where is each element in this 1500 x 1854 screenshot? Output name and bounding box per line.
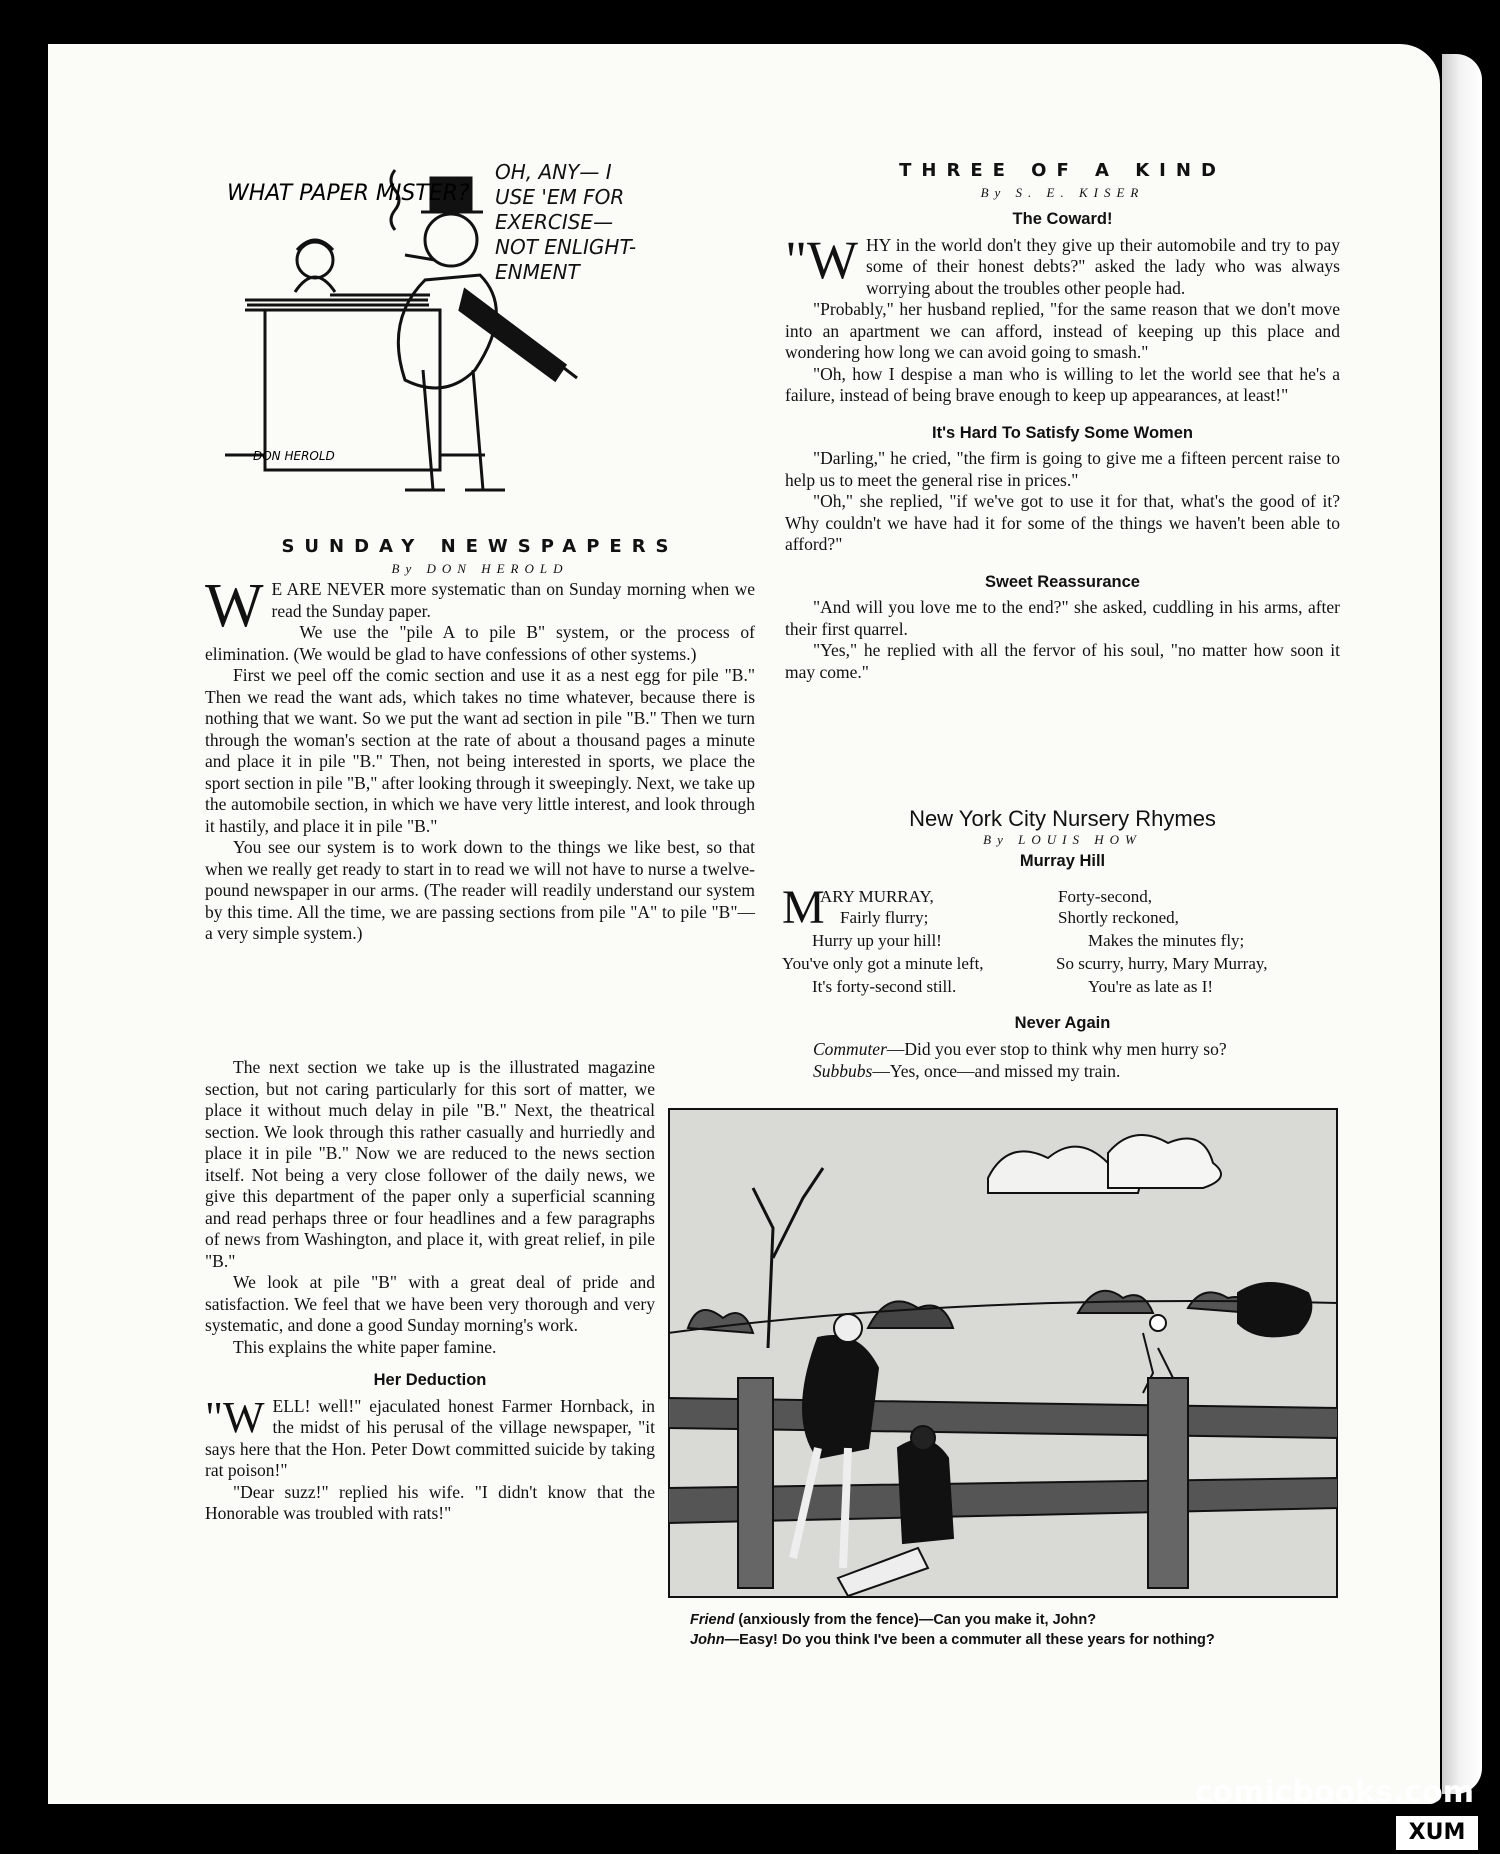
drop-cap: "W [785,229,859,290]
illustration-caption-line: John—Easy! Do you think I've been a commuter all these years for nothing? [690,1632,1215,1648]
rhyme-line: Forty-second, [1058,887,1152,906]
illustration-caption-line: Friend (anxiously from the fence)—Can you make it, John? [690,1612,1097,1628]
rhyme-line: It's forty-second still. [812,977,957,996]
three-of-a-kind-article [785,160,1340,683]
sweet-paragraph-1: "And will you love me to the end?" she asked, cuddling in his arms, after their first quarrel. [785,597,1340,639]
watermark-badge: XUM [1396,1816,1478,1850]
rhyme-line: ARY MURRAY, [820,887,934,906]
coward-paragraph-3: "Oh, how I despise a man who is willing to let the world see that he's a failure, instead of being brave enough to keep up appearances, at least!" [785,363,1340,405]
section-title-hard-to-satisfy: It's Hard To Satisfy Some Women [932,423,1193,442]
speaker-name: Commuter [813,1039,887,1059]
section-title-her-deduction: Her Deduction [373,1371,487,1389]
rhyme-line: Hurry up your hill! [812,931,942,950]
coward-paragraph-2: "Probably," her husband replied, "for the same reason that we don't move into an apartment we can afford, instead of keeping up this place and wondering how long we can avoid going to smash." [785,299,1340,362]
rhyme-line: Shortly reckoned, [1058,908,1179,927]
never-again-section [785,1006,1340,1082]
sunday-newspapers-article [205,536,755,945]
dialogue-line: Commuter—Did you ever stop to think why men hurry so? [813,1039,1227,1059]
newsboy-cartoon [225,160,735,505]
sunday-newspapers-continued [205,1057,655,1525]
rhyme-line: You're as late as I! [1088,977,1214,996]
hard-paragraph-1: "Darling," he cried, "the firm is going to give me a fifteen percent raise to help us to meet the general rise in prices." [785,448,1340,490]
article-paragraph-7: This explains the white paper famine. [233,1336,497,1357]
section-title-murray-hill: Murray Hill [1019,852,1106,870]
artist-signature: DON HEROLD [253,449,335,463]
dialogue-line: Subbubs—Yes, once—and missed my train. [813,1061,1121,1081]
article-paragraph-2: We use the "pile A to pile B" system, or the process of elimination. (We would be glad to have confessions of other systems.) [205,622,755,664]
article-title: New York City Nursery Rhymes [909,806,1216,831]
article-byline: By S. E. KISER [980,184,1145,200]
article-paragraph-3: First we peel off the comic section and use it as a nest egg for pile "B." Then we read the want ads, which takes no time whatever, because there is nothing that we want. So we put the want ad section in pile "B." Then we turn through the woman's section at the rate of about a thousand pages a minute and place it in pile "B." Then, not being interested in sports, we place the sport section in pile "B," after looking through it sweepingly. Next, we take up the automobile section, in which we have very little interest, and look through it hastily, and place it in pile "B." [205,665,755,836]
rhyme-line: Makes the minutes fly; [1088,931,1245,950]
speech-text-newsboy: WHAT PAPER MISTER? [227,181,470,206]
section-title-coward: The Coward! [1012,210,1113,228]
article-title: THREE OF A KIND [899,160,1226,181]
drop-cap: M [782,881,825,934]
article-byline: By LOUIS HOW [983,832,1142,847]
sweet-paragraph-2: "Yes," he replied with all the fervor of his soul, "no matter how soon it may come." [785,640,1340,682]
hard-paragraph-2: "Oh," she replied, "if we've got to use it for that, what's the good of it? Why couldn't we have had it for some of the things we haven't been able to afford?" [785,491,1340,554]
article-byline: By DON HEROLD [391,560,569,576]
nursery-rhymes-header [785,806,1340,875]
drop-cap: W [205,572,264,640]
article-paragraph-5: The next section we take up is the illustrated magazine section, but not caring particularly for this sort of matter, we place it without much delay in pile "B." Next, the theatrical section. We look through this rather casually and hurriedly and place it in pile "B." Now we are reduced to the news section itself. Not being a very close follower of the daily news, we give this department of the paper only a superficial scanning and read perhaps three or four headlines and a few paragraphs of news from Washington, and place it, with great relief, in pile "B." [205,1057,655,1271]
site-watermark: comicbooks.com [1194,1775,1474,1810]
rhyme-line: Fairly flurry; [840,908,929,927]
deduction-paragraph-2: "Dear suzz!" replied his wife. "I didn't know that the Honorable was troubled with rats!" [205,1481,655,1523]
article-paragraph-4: You see our system is to work down to the things we like best, so that when we really get ready to start in to read we will not have to nurse a twelve-pound newspaper in our arms. (The reader will readily understand our system by this time. All the time, we are passing sections from pile "A" to pile "B"—a very simple system.) [205,837,755,943]
coward-paragraph-1: "WHY in the world don't they give up their automobile and try to pay some of their honest debts?" asked the lady who was always worrying about the troubles other people had. [785,229,1340,298]
drop-cap: "W [205,1392,265,1442]
page-binding-edge [1442,54,1482,1794]
speech-text-gentleman: OH, ANY— I USE 'EM FOR EXERCISE— NOT ENLIGHT- ENMENT [495,160,637,284]
article-paragraph-1: W E ARE NEVER more systematic than on Sunday morning when we read the Sunday paper. [205,572,755,640]
article-paragraph-6: We look at pile "B" with a great deal of pride and satisfaction. We feel that we have been very thorough and very systematic, and done a good Sunday morning's work. [205,1272,655,1335]
speaker-name: Subbubs [813,1061,873,1081]
article-title: SUNDAY NEWSPAPERS [281,536,679,557]
rhyme-line: So scurry, hurry, Mary Murray, [1056,954,1268,973]
section-title-never-again: Never Again [1014,1014,1111,1032]
rhyme-line: You've only got a minute left, [782,954,984,973]
speaker-name: Friend [690,1612,735,1628]
commuter-fence-illustration [668,1108,1338,1598]
speaker-name: John [690,1632,725,1648]
deduction-paragraph-1: "WELL! well!" ejaculated honest Farmer Hornback, in the midst of his perusal of the village newspaper, "it says here that the Hon. Peter Dowt committed suicide by taking rat poison!" [205,1392,655,1480]
section-title-sweet-reassurance: Sweet Reassurance [984,572,1140,591]
